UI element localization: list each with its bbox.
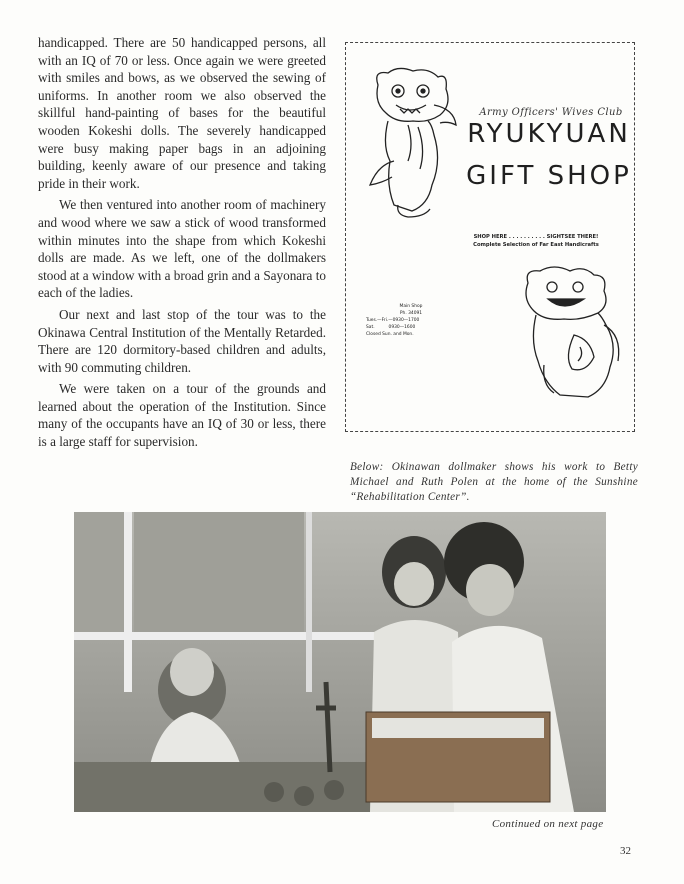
article-column <box>38 34 326 455</box>
hours-phone: Ph. 34091 <box>399 311 423 316</box>
shisa-lion-illustration-2 <box>514 265 624 405</box>
photo-caption: Below: Okinawan dollmaker shows his work to Betty Michael and Ruth Polen at the home of the Sunshine “Rehabilitation Center”. <box>350 461 638 503</box>
shop-hours <box>366 303 456 338</box>
photo-dollmaker <box>74 512 606 812</box>
slogan-main: SHOP HERE . . . . . . . . . . SIGHTSEE THERE! <box>473 234 599 240</box>
slogan-sub: Complete Selection of Far East Handicrafts <box>473 242 599 248</box>
gift-shop-advertisement <box>345 42 635 432</box>
article-paragraph-4: We were taken on a tour of the grounds and learned about the operation of the Institution. Since many of the occupants have an IQ of 30 or less, there is a large staff for supervision. <box>38 381 326 450</box>
shisa-lion-illustration <box>368 65 468 225</box>
hours-title: Main Shop <box>399 304 423 309</box>
shop-name-line-1: RYUKYUAN <box>467 119 631 149</box>
hours-closed: Closed Sun. and Mon. <box>366 332 414 337</box>
article-paragraph-1: handicapped. There are 50 handicapped persons, all with an IQ of 70 or less. Once again we were greeted with smiles and bows, as we observed the sewing of uniforms. In another room we also observed the skillful hand-painting of bases for the beautiful wooden Kokeshi dolls. The severely handicapped were busy making paper bags in an adjoining building, keenly aware of our presence and taking pride in their work. <box>38 35 326 191</box>
hours-saturday: Sat. 0930—1600 <box>366 325 416 330</box>
club-name: Army Officers' Wives Club <box>479 107 623 118</box>
page-number: 32 <box>620 845 631 857</box>
photo-placeholder-icon <box>74 512 606 812</box>
hours-weekdays: Tues.—Fri.—0930—1700 <box>366 318 420 323</box>
article-paragraph-3: Our next and last stop of the tour was to the Okinawa Central Institution of the Mentally Retarded. There are 120 dormitory-based children and adults, with 90 commuting children. <box>38 306 326 375</box>
ad-slogan <box>446 233 626 249</box>
shop-name-line-2: GIFT SHOP <box>466 161 632 191</box>
article-paragraph-2: We then ventured into another room of machinery and wood where we saw a stick of wood transformed within minutes into the shape from which Kokeshi dolls are made. As we left, one of the dollmakers stood at a window with a broad grin and a Sayonara to each of the ladies. <box>38 197 326 301</box>
continued-note: Continued on next page <box>492 818 604 830</box>
